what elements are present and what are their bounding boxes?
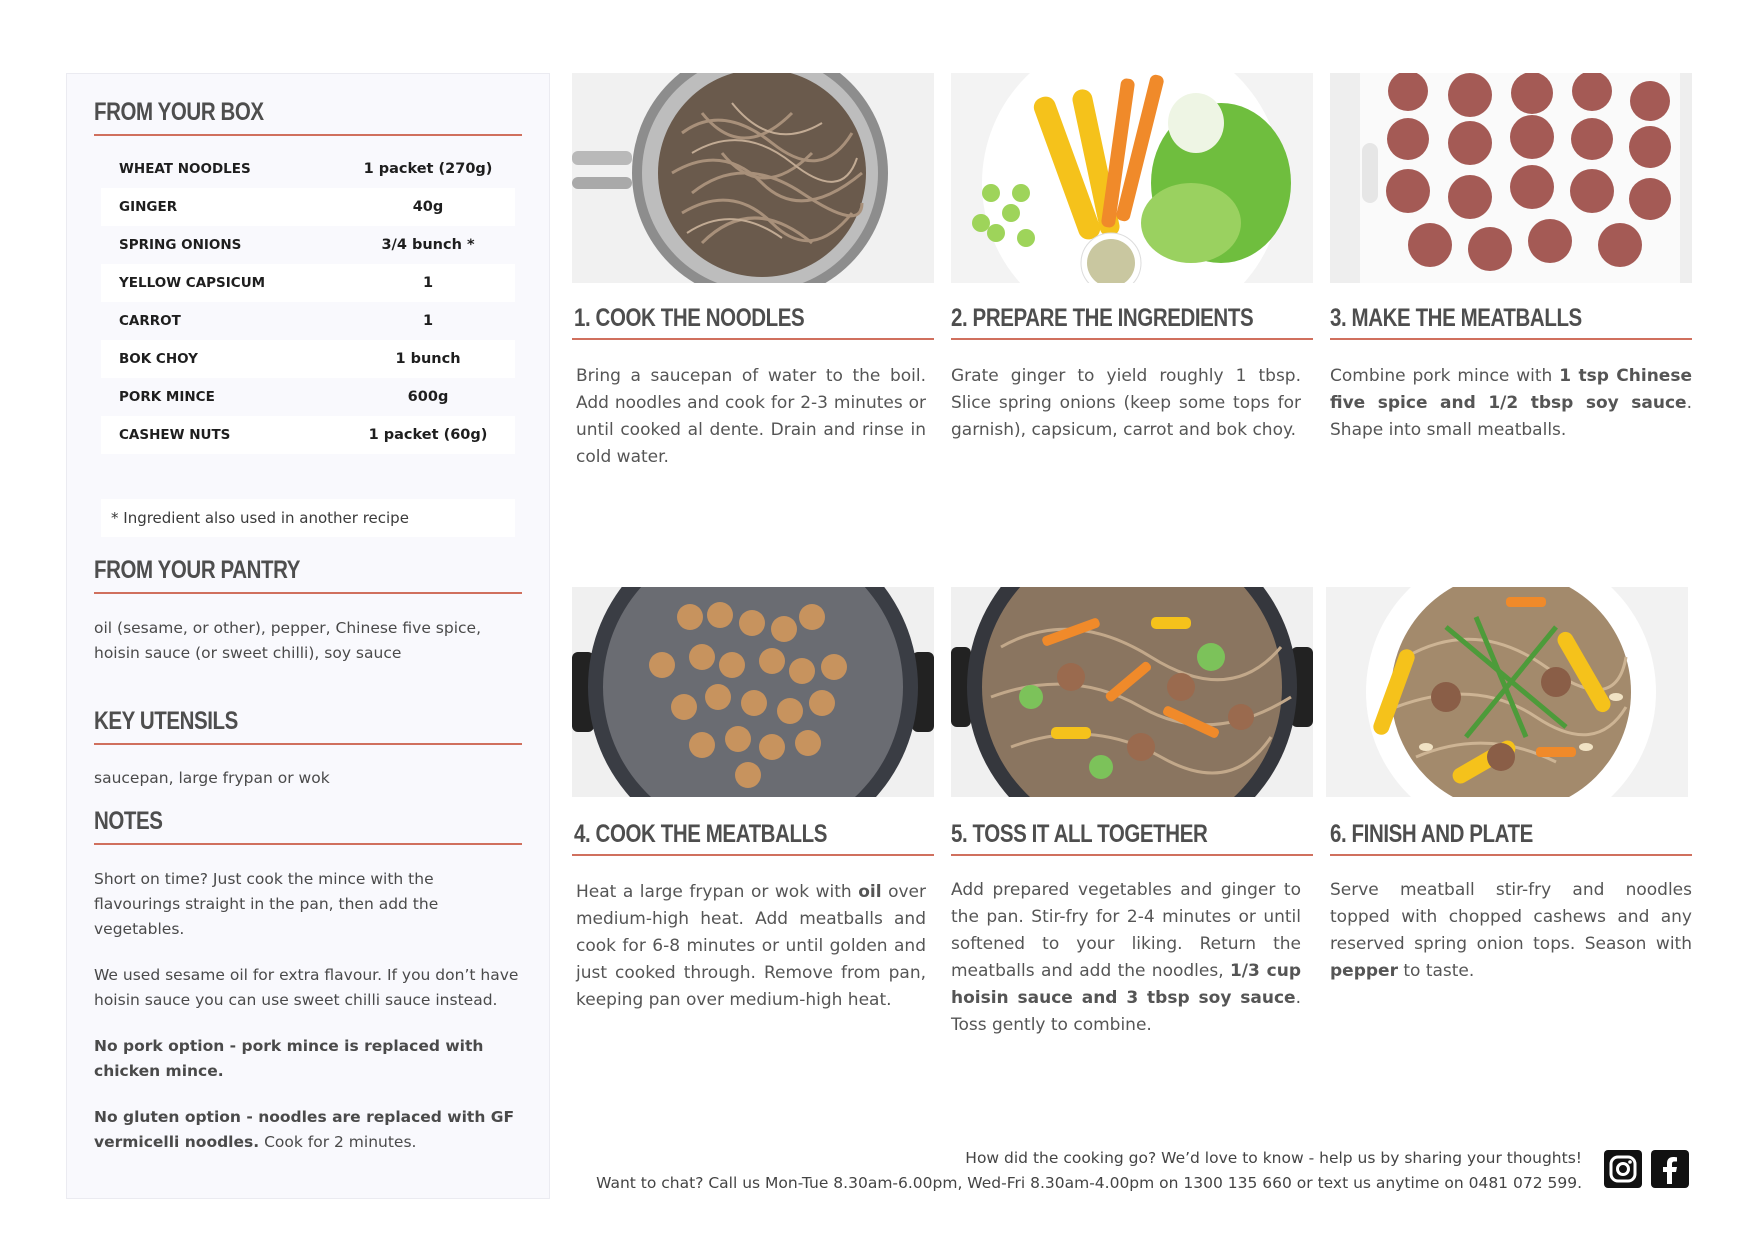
step-rule (572, 854, 934, 856)
ingredient-name: SPRING ONIONS (119, 237, 242, 253)
ingredient-row (101, 188, 515, 226)
note-text (94, 1105, 522, 1155)
ingredient-qty: 1 packet (270g) (363, 161, 493, 177)
step-1-photo-noodles (572, 73, 934, 283)
step-4-text (576, 879, 926, 1014)
section-rule (94, 592, 522, 594)
step-text-part: . Shape into small meatballs. (1330, 393, 1692, 440)
utensils-text: saucepan, large frypan or wok (94, 769, 330, 787)
ingredient-row (101, 416, 515, 454)
ingredient-name: WHEAT NOODLES (119, 161, 251, 177)
step-4-photo-meatballs-in-pan (572, 587, 934, 797)
step-rule (572, 338, 934, 340)
ingredient-name: CASHEW NUTS (119, 427, 231, 443)
ingredient-row (101, 150, 515, 188)
step-2-photo-vegetables (951, 73, 1313, 283)
footer-contact-text: Want to chat? Call us Mon-Tue 8.30am-6.00pm, Wed-Fri 8.30am-4.00pm on 1300 135 660 or text us anytime on 0481 072 599. (596, 1174, 1582, 1192)
ingredient-row (101, 226, 515, 264)
step-rule (1330, 338, 1692, 340)
step-2-title: 2. PREPARE THE INGREDIENTS (951, 304, 1254, 332)
ingredient-qty: 1 (422, 275, 434, 291)
step-rule (951, 854, 1313, 856)
ingredient-qty: 1 (422, 313, 434, 329)
ingredient-name: CARROT (119, 313, 181, 329)
ingredient-name: BOK CHOY (119, 351, 198, 367)
notes-title: NOTES (94, 807, 163, 835)
ingredient-note: * Ingredient also used in another recipe (101, 499, 515, 537)
step-text-part: Grate ginger to yield roughly 1 tbsp. Slice spring onions (keep some tops for garnish), capsicum, carrot and bok choy. (951, 366, 1301, 440)
from-your-box-title: FROM YOUR BOX (94, 98, 264, 126)
note-bold-text: No gluten option - noodles are replaced with GF vermicelli noodles. (94, 1108, 515, 1151)
note-rest-text: Cook for 2 minutes. (259, 1133, 417, 1151)
step-text-bold: 1 tsp Chinese five spice and 1/2 tbsp soy sauce (1330, 366, 1692, 413)
step-6-title: 6. FINISH AND PLATE (1330, 820, 1533, 848)
step-text-part: Bring a saucepan of water to the boil. Add noodles and cook for 2-3 minutes or until cooked al dente. Drain and rinse in cold water. (576, 366, 926, 467)
step-3-photo-raw-meatballs (1330, 73, 1692, 283)
ingredient-row (101, 264, 515, 302)
ingredient-name: YELLOW CAPSICUM (119, 275, 266, 291)
ingredient-row (101, 340, 515, 378)
step-4-title: 4. COOK THE MEATBALLS (574, 820, 827, 848)
pantry-text: oil (sesame, or other), pepper, Chinese five spice, hoisin sauce (or sweet chilli), soy sauce (94, 619, 481, 662)
section-rule (94, 743, 522, 745)
ingredient-name: GINGER (119, 199, 178, 215)
ingredients-table (101, 150, 515, 454)
step-text-part: Heat a large frypan or wok with (576, 882, 859, 902)
section-rule (94, 134, 522, 136)
step-3-title: 3. MAKE THE MEATBALLS (1330, 304, 1582, 332)
ingredient-name: PORK MINCE (119, 389, 215, 405)
notes-body (94, 867, 522, 1176)
ingredients-sidebar (66, 73, 550, 1199)
ingredient-row (101, 302, 515, 340)
step-text-bold: pepper (1330, 961, 1398, 981)
step-5-title: 5. TOSS IT ALL TOGETHER (951, 820, 1208, 848)
note-text: Short on time? Just cook the mince with the flavourings straight in the pan, then add the vegetables. (94, 870, 439, 938)
step-5-text (951, 877, 1301, 1039)
step-5-photo-stir-fry (951, 587, 1313, 797)
step-text-part: Add prepared vegetables and ginger to the pan. Stir-fry for 2-4 minutes or until softened to your liking. Return the meatballs and add the noodles, (951, 880, 1301, 981)
step-6-photo-plated-dish (1326, 587, 1688, 797)
step-rule (1330, 854, 1692, 856)
step-1-title: 1. COOK THE NOODLES (574, 304, 805, 332)
footer-feedback-text: How did the cooking go? We’d love to know - help us by sharing your thoughts! (965, 1149, 1582, 1167)
ingredient-qty: 1 packet (60g) (368, 427, 488, 443)
ingredient-qty: 600g (407, 389, 449, 405)
step-text-part: Serve meatball stir-fry and noodles topped with chopped cashews and any reserved spring onion tops. Season with (1330, 880, 1692, 954)
step-text-bold: 1/3 cup hoisin sauce and 3 tbsp soy sauce (951, 961, 1301, 1008)
step-text-part: over medium-high heat. Add meatballs and cook for 6-8 minutes or until golden and just cooked through. Remove from pan, keeping pan over medium-high heat. (576, 882, 926, 1010)
step-rule (951, 338, 1313, 340)
step-text-bold: oil (858, 882, 882, 902)
ingredient-qty: 3/4 bunch * (381, 237, 475, 253)
note-text: We used sesame oil for extra flavour. If you don’t have hoisin sauce you can use sweet chilli sauce instead. (94, 966, 519, 1009)
facebook-icon[interactable] (1651, 1150, 1689, 1188)
from-your-pantry-title: FROM YOUR PANTRY (94, 556, 301, 584)
instagram-icon[interactable] (1604, 1150, 1642, 1188)
step-text-part: to taste. (1397, 961, 1475, 981)
ingredient-qty: 1 bunch (395, 351, 461, 367)
ingredient-row (101, 378, 515, 416)
step-text-part: . Toss gently to combine. (951, 988, 1301, 1035)
step-6-text (1330, 877, 1692, 985)
step-3-text (1330, 363, 1692, 444)
key-utensils-title: KEY UTENSILS (94, 707, 238, 735)
note-text: No pork option - pork mince is replaced with chicken mince. (94, 1037, 484, 1080)
step-1-text (576, 363, 926, 471)
step-text-part: Combine pork mince with (1330, 366, 1560, 386)
ingredient-qty: 40g (412, 199, 444, 215)
section-rule (94, 843, 522, 845)
step-2-text (951, 363, 1301, 444)
